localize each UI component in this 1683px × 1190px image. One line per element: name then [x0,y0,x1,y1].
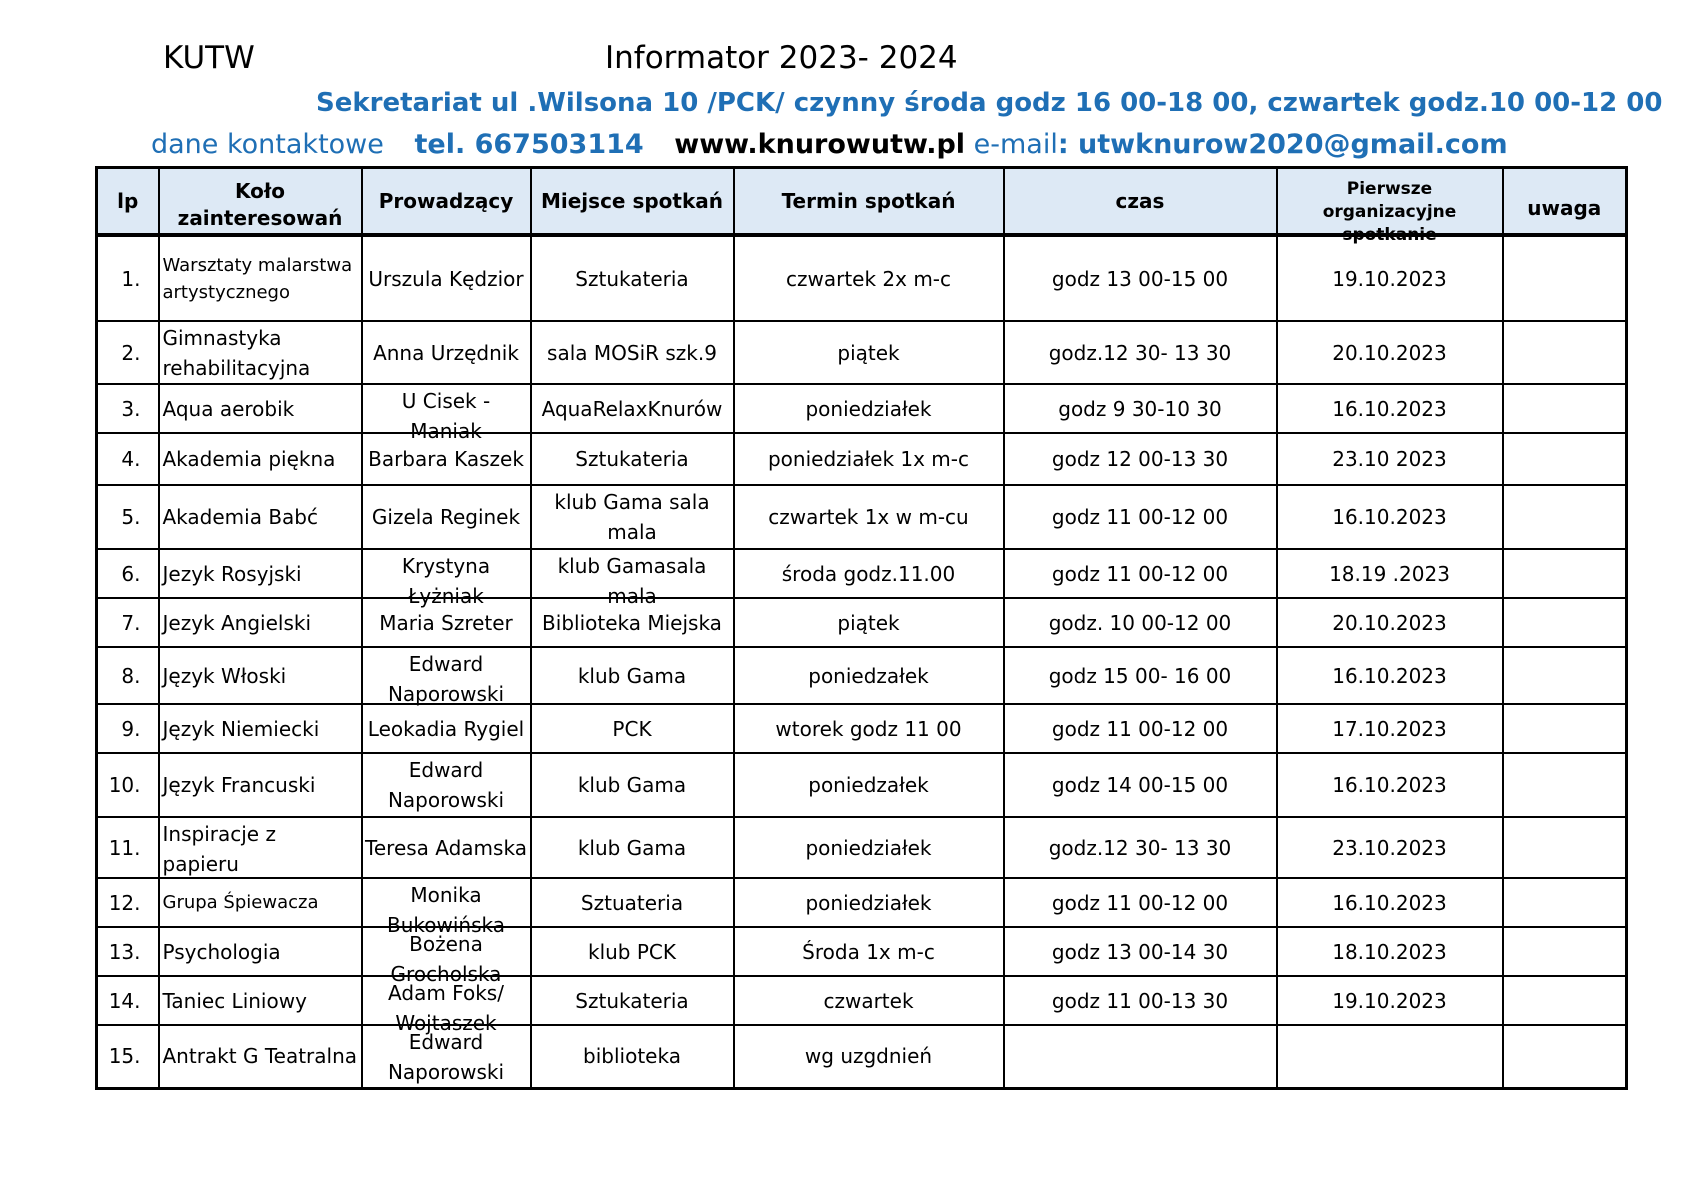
cell-kolo: Akademia Babć [159,485,362,549]
cell-miejsce: klub Gama sala mala [531,485,734,549]
cell-lp: 12. [97,878,159,927]
cell-uwaga [1503,321,1627,384]
cell-miejsce: biblioteka [531,1025,734,1088]
cell-termin: poniedzałek [734,647,1004,704]
email-label: e-mail [973,129,1058,160]
cell-uwaga [1503,433,1627,485]
secretariat-info: Sekretariat ul .Wilsona 10 /PCK/ czynny środa godz 16 00-18 00, czwartek godz.10 00-12 00 [316,88,1663,118]
table-row [97,704,1627,753]
cell-prowadzacy: Barbara Kaszek [362,433,531,485]
cell-prowadzacy: Edward Naporowski [362,647,531,704]
cell-kolo: Język Włoski [159,647,362,704]
cell-pierwsze: 20.10.2023 [1277,321,1503,384]
cell-lp: 4. [97,433,159,485]
cell-miejsce: AquaRelaxKnurów [531,384,734,433]
cell-prowadzacy: Anna Urzędnik [362,321,531,384]
cell-pierwsze: 20.10.2023 [1277,598,1503,647]
cell-uwaga [1503,235,1627,321]
cell-termin: poniedziałek [734,817,1004,878]
cell-prowadzacy: Bożena Grocholska [362,927,531,976]
cell-czas: godz 11 00-12 00 [1004,485,1277,549]
cell-czas: godz 13 00-15 00 [1004,235,1277,321]
cell-lp: 13. [97,927,159,976]
col-header-pierwsze: Pierwsze organizacyjne spotkanie [1277,168,1503,236]
cell-czas: godz 11 00-13 30 [1004,976,1277,1025]
table-row [97,817,1627,878]
cell-uwaga [1503,704,1627,753]
cell-termin: piątek [734,598,1004,647]
col-header-miejsce: Miejsce spotkań [531,168,734,236]
cell-lp: 5. [97,485,159,549]
phone-number: tel. 667503114 [414,129,644,160]
cell-termin: czwartek [734,976,1004,1025]
cell-termin: czwartek 2x m-c [734,235,1004,321]
cell-kolo: Jezyk Rosyjski [159,549,362,598]
cell-miejsce: Sztukateria [531,433,734,485]
table-row [97,549,1627,598]
cell-prowadzacy: Maria Szreter [362,598,531,647]
cell-kolo: Gimnastyka rehabilitacyjna [159,321,362,384]
cell-kolo: Jezyk Angielski [159,598,362,647]
cell-uwaga [1503,878,1627,927]
cell-prowadzacy: Urszula Kędzior [362,235,531,321]
table-row [97,598,1627,647]
cell-pierwsze: 16.10.2023 [1277,485,1503,549]
cell-termin: środa godz.11.00 [734,549,1004,598]
cell-pierwsze: 16.10.2023 [1277,384,1503,433]
cell-czas: godz 9 30-10 30 [1004,384,1277,433]
cell-termin: wtorek godz 11 00 [734,704,1004,753]
schedule-table [95,166,1628,1090]
cell-uwaga [1503,1025,1627,1088]
cell-czas: godz 11 00-12 00 [1004,704,1277,753]
cell-prowadzacy: Leokadia Rygiel [362,704,531,753]
cell-uwaga [1503,598,1627,647]
cell-miejsce: klub Gama [531,647,734,704]
cell-prowadzacy: Krystyna Łyżniak [362,549,531,598]
cell-prowadzacy: Teresa Adamska [362,817,531,878]
cell-miejsce: Sztukateria [531,976,734,1025]
cell-uwaga [1503,485,1627,549]
cell-czas: godz 12 00-13 30 [1004,433,1277,485]
cell-kolo: Taniec Liniowy [159,976,362,1025]
cell-termin: poniedzałek [734,753,1004,817]
table-row [97,647,1627,704]
cell-czas: godz 11 00-12 00 [1004,549,1277,598]
cell-miejsce: sala MOSiR szk.9 [531,321,734,384]
cell-kolo: Akademia piękna [159,433,362,485]
cell-lp: 10. [97,753,159,817]
table-row [97,321,1627,384]
email-address[interactable]: : utwknurow2020@gmail.com [1057,129,1508,160]
table-row [97,753,1627,817]
cell-uwaga [1503,817,1627,878]
col-header-termin: Termin spotkań [734,168,1004,236]
cell-miejsce: klub Gamasala mala [531,549,734,598]
cell-czas: godz 15 00- 16 00 [1004,647,1277,704]
cell-termin: poniedziałek [734,384,1004,433]
col-header-uwaga: uwaga [1503,168,1627,236]
cell-pierwsze: 17.10.2023 [1277,704,1503,753]
cell-czas: godz 13 00-14 30 [1004,927,1277,976]
table-row [97,384,1627,433]
table-row [97,485,1627,549]
cell-pierwsze: 18.19 .2023 [1277,549,1503,598]
cell-miejsce: Sztuateria [531,878,734,927]
table-row [97,927,1627,976]
cell-czas: godz 11 00-12 00 [1004,878,1277,927]
table-header-row [97,168,1627,236]
cell-termin: Środa 1x m-c [734,927,1004,976]
cell-czas: godz 14 00-15 00 [1004,753,1277,817]
cell-kolo: Język Niemiecki [159,704,362,753]
cell-kolo: Warsztaty malarstwa artystycznego [159,235,362,321]
cell-termin: czwartek 1x w m-cu [734,485,1004,549]
cell-uwaga [1503,753,1627,817]
website-link[interactable]: www.knurowutw.pl [674,129,966,160]
cell-prowadzacy: Edward Naporowski [362,753,531,817]
cell-kolo: Antrakt G Teatralna [159,1025,362,1088]
cell-czas [1004,1025,1277,1088]
cell-czas: godz. 10 00-12 00 [1004,598,1277,647]
contact-label: dane kontaktowe [151,129,384,160]
cell-kolo: Psychologia [159,927,362,976]
cell-pierwsze: 16.10.2023 [1277,647,1503,704]
document-title: Informator 2023- 2024 [605,40,958,76]
cell-lp: 6. [97,549,159,598]
cell-prowadzacy: Gizela Reginek [362,485,531,549]
col-header-prowadzacy: Prowadzący [362,168,531,236]
cell-prowadzacy: Edward Naporowski [362,1025,531,1088]
org-name: KUTW [163,40,255,76]
cell-kolo: Aqua aerobik [159,384,362,433]
cell-lp: 8. [97,647,159,704]
cell-kolo: Inspiracje z papieru [159,817,362,878]
cell-miejsce: Sztukateria [531,235,734,321]
cell-lp: 11. [97,817,159,878]
table-row [97,1025,1627,1088]
cell-prowadzacy: Adam Foks/ Wojtaszek [362,976,531,1025]
table-row [97,433,1627,485]
cell-uwaga [1503,976,1627,1025]
cell-termin: poniedziałek 1x m-c [734,433,1004,485]
cell-lp: 15. [97,1025,159,1088]
col-header-lp: lp [97,168,159,236]
cell-uwaga [1503,384,1627,433]
col-header-kolo: Koło zainteresowań [159,168,362,236]
cell-prowadzacy: Monika Bukowińska [362,878,531,927]
cell-uwaga [1503,927,1627,976]
cell-lp: 1. [97,235,159,321]
cell-pierwsze: 19.10.2023 [1277,976,1503,1025]
cell-miejsce: PCK [531,704,734,753]
table-row [97,976,1627,1025]
cell-uwaga [1503,549,1627,598]
cell-uwaga [1503,647,1627,704]
cell-pierwsze: 19.10.2023 [1277,235,1503,321]
table-row [97,878,1627,927]
cell-miejsce: klub Gama [531,817,734,878]
cell-lp: 3. [97,384,159,433]
cell-lp: 9. [97,704,159,753]
cell-lp: 14. [97,976,159,1025]
cell-pierwsze [1277,1025,1503,1088]
cell-lp: 2. [97,321,159,384]
cell-kolo: Język Francuski [159,753,362,817]
cell-czas: godz.12 30- 13 30 [1004,817,1277,878]
cell-miejsce: klub PCK [531,927,734,976]
cell-pierwsze: 18.10.2023 [1277,927,1503,976]
cell-czas: godz.12 30- 13 30 [1004,321,1277,384]
table-row [97,235,1627,321]
cell-pierwsze: 16.10.2023 [1277,753,1503,817]
cell-pierwsze: 16.10.2023 [1277,878,1503,927]
cell-termin: poniedziałek [734,878,1004,927]
col-header-czas: czas [1004,168,1277,236]
cell-lp: 7. [97,598,159,647]
cell-pierwsze: 23.10.2023 [1277,817,1503,878]
contact-line [151,129,1508,160]
cell-miejsce: Biblioteka Miejska [531,598,734,647]
cell-prowadzacy: U Cisek - Maniak [362,384,531,433]
cell-termin: piątek [734,321,1004,384]
cell-kolo: Grupa Śpiewacza [159,878,362,927]
cell-termin: wg uzgdnień [734,1025,1004,1088]
cell-pierwsze: 23.10 2023 [1277,433,1503,485]
cell-miejsce: klub Gama [531,753,734,817]
